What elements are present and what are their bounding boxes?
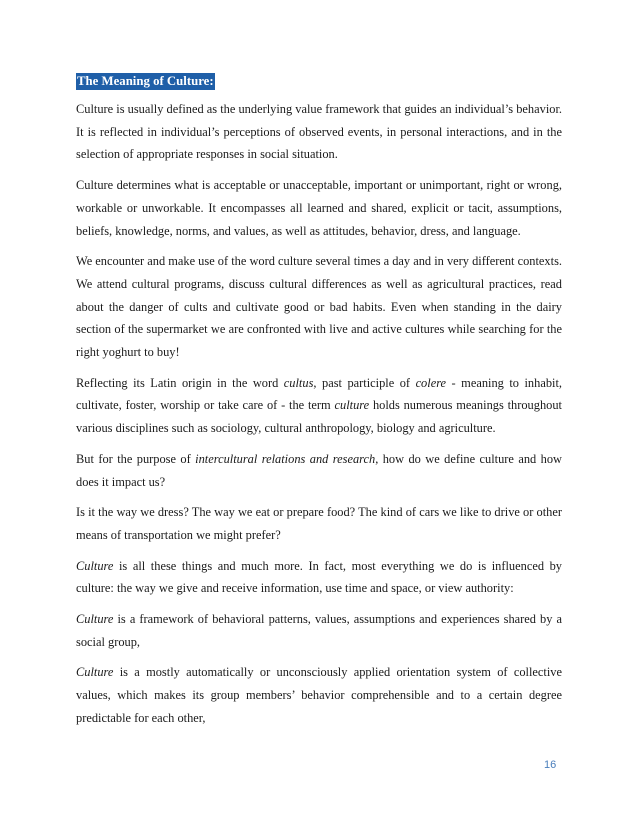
paragraph bbox=[76, 555, 562, 600]
paragraph-text: , how do we define culture and how does it impact us? bbox=[76, 451, 563, 489]
paragraph-text: , past participle of bbox=[313, 375, 416, 390]
paragraph bbox=[76, 372, 562, 440]
italic-term: cultus bbox=[283, 375, 314, 390]
paragraph-text: But for the purpose of bbox=[76, 451, 196, 466]
paragraph-text: is a framework of behavioral patterns, values, assumptions and experiences shared by a social group, bbox=[76, 612, 562, 649]
paragraph-text: is all these things and much more. In fact, most everything we do is influenced by culture: the way we give and receive information, use time and space, or view authority: bbox=[76, 558, 562, 596]
paragraph bbox=[76, 661, 562, 729]
paragraph-text: Culture is usually defined as the underlying value framework that guides an individual’s behavior. It is reflected in individual’s perceptions of observed events, in personal interactions, and in the selection of appropriate responses in social situation. bbox=[76, 102, 562, 162]
document-body bbox=[76, 70, 562, 738]
paragraph-text: - meaning to inhabit, cultivate, foster, worship or take care of - the term bbox=[76, 375, 562, 413]
paragraph-list bbox=[76, 98, 562, 730]
italic-term: Culture bbox=[76, 665, 114, 680]
paragraph bbox=[76, 448, 562, 493]
italic-term: Culture bbox=[76, 558, 114, 573]
section-heading: The Meaning of Culture: bbox=[77, 74, 214, 88]
paragraph-text: Culture determines what is acceptable or unacceptable, important or unimportant, right or wrong, workable or unworkable. It encompasses all learned and shared, explicit or tacit, assumptions, beliefs, knowledge, norms, and values, as well as attitudes, behavior, dress, and language. bbox=[76, 178, 562, 238]
italic-term: Culture bbox=[76, 612, 114, 627]
paragraph bbox=[76, 174, 562, 242]
paragraph bbox=[76, 98, 562, 166]
paragraph-text: holds numerous meanings throughout various disciplines such as sociology, cultural anthropology, biology and agriculture. bbox=[76, 398, 562, 436]
paragraph bbox=[76, 608, 562, 653]
paragraph-text: Reflecting its Latin origin in the word bbox=[76, 375, 284, 390]
paragraph-text: is a mostly automatically or unconsciously applied orientation system of collective values, which makes its group members’ behavior comprehensible and to a certain degree predictable for each other, bbox=[76, 665, 562, 725]
italic-term: intercultural relations and research bbox=[195, 451, 376, 466]
paragraph-text: We encounter and make use of the word culture several times a day and in very different contexts. We attend cultural programs, discuss cultural differences as well as agricultural practices, read about the danger of cults and cultivate good or bad habits. Even when standing in the dairy section of the supermarket we are confronted with live and active cultures while searching for the right yoghurt to buy! bbox=[76, 254, 562, 360]
italic-term: colere bbox=[415, 375, 447, 390]
paragraph bbox=[76, 250, 562, 364]
paragraph bbox=[76, 501, 562, 546]
paragraph-text: Is it the way we dress? The way we eat or prepare food? The kind of cars we like to drive or other means of transportation we might prefer? bbox=[76, 505, 562, 542]
page-number: 16 bbox=[544, 759, 557, 771]
italic-term: culture bbox=[334, 398, 370, 413]
